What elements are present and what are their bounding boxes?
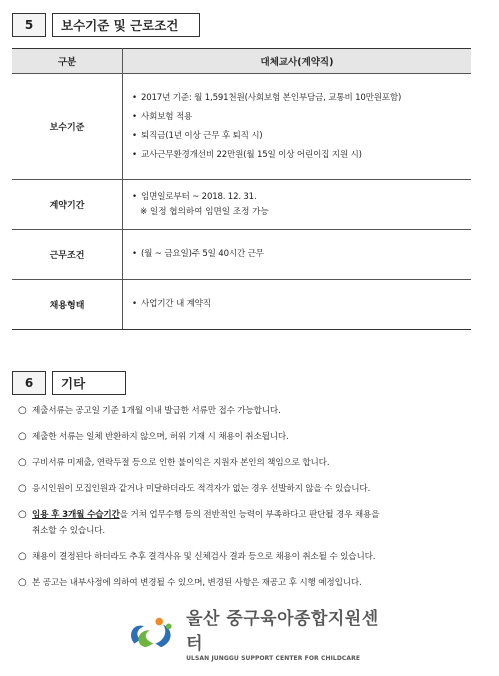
bullet-icon: • (132, 249, 137, 259)
list-item: ○ 채용이 결정된다 하더라도 추후 결격사유 및 신체검사 결과 등으로 채용이 취소될 수 있습니다. (18, 549, 490, 565)
bullet-icon: • (132, 111, 137, 122)
row-label-working-conditions: 근무조건 (12, 230, 123, 280)
row-content-employment-type (123, 280, 472, 330)
probation-highlight: 3개월 수습기간 (62, 510, 120, 520)
bullet-icon: • (132, 191, 137, 202)
table-row (12, 74, 471, 180)
section-5-number: 5 (12, 13, 46, 37)
list-item: ○ 구비서류 미제출, 연락두절 등으로 인한 불이익은 지원자 본인의 책임으로 합니다. (18, 455, 490, 471)
list-item: • 퇴직금(1년 이상 근무 후 퇴직 시) (132, 127, 470, 146)
table-row (12, 280, 471, 330)
row-content-contract-period (123, 180, 472, 230)
list-item: • 2017년 기준: 월 1,591천원(사회보험 본인부담금, 교통비 10만원포함) (132, 89, 470, 108)
header-category: 구분 (12, 49, 123, 74)
row-content-salary (123, 74, 472, 180)
circle-bullet-icon: ○ (18, 551, 27, 562)
section-5-heading (12, 13, 200, 37)
circle-bullet-icon: ○ (18, 483, 27, 494)
table-row (12, 180, 471, 230)
bullet-icon: • (132, 149, 137, 160)
circle-bullet-icon: ○ (18, 405, 27, 416)
row-label-contract-period: 계약기간 (12, 180, 123, 230)
list-item: • (월 ~ 금요일)주 5일 40시간 근무 (132, 245, 470, 264)
list-item: ○ 임용 후 3개월 수습기간을 거쳐 업무수행 등의 전반적인 능력이 부족하다고 판단될 경우 채용을 취소할 수 있습니다. (18, 509, 380, 536)
bullet-icon: • (132, 130, 137, 141)
list-item: ○ 제출한 서류는 일체 반환하지 않으며, 허위 기재 시 채용이 취소됩니다. (18, 429, 490, 445)
list-item: • 사회보험 적용 (132, 108, 470, 127)
table-row (12, 230, 471, 280)
list-item: ○ 본 공고는 내부사정에 의하여 변경될 수 있으며, 변경된 사항은 재공고 후 시행 예정입니다. (18, 575, 490, 591)
circle-bullet-icon: ○ (18, 431, 27, 442)
section-6-heading (12, 371, 126, 395)
list-item: ○ 제출서류는 공고일 기준 1개월 이내 발급한 서류만 접수 가능합니다. (18, 403, 490, 419)
bullet-icon: • (132, 299, 137, 309)
row-content-working-conditions (123, 230, 472, 280)
bullet-icon: • (132, 92, 137, 103)
circle-bullet-icon: ○ (18, 509, 27, 520)
list-item: • 임면일로부터 ~ 2018. 12. 31. (132, 190, 470, 205)
header-position: 대체교사(계약직) (123, 49, 472, 74)
center-subtitle: ULSAN JUNGGU SUPPORT CENTER FOR CHILDCARE (186, 655, 361, 662)
section-6-number: 6 (12, 371, 46, 395)
section-6-title: 기타 (52, 371, 126, 395)
circle-bullet-icon: ○ (18, 457, 27, 468)
list-item: • 사업기간 내 계약직 (132, 295, 470, 314)
contract-note: ※ 일정 협의하여 임면일 조정 가능 (140, 206, 269, 217)
notice-list (18, 403, 490, 601)
list-item: ○ 응시인원이 모집인원과 같거나 미달하더라도 적격자가 없는 경우 선발하지 않을 수 있습니다. (18, 481, 490, 497)
childcare-center-logo-icon (125, 614, 180, 652)
section-5-title: 보수기준 및 근로조건 (52, 13, 200, 37)
employment-conditions-table (12, 48, 471, 330)
center-logo (125, 609, 385, 662)
list-item: • 교사근무환경개선비 22만원(월 15일 이상 어린이집 지원 시) (132, 146, 470, 165)
row-label-salary: 보수기준 (12, 74, 123, 180)
circle-bullet-icon: ○ (18, 577, 27, 588)
center-name: 울산 중구육아종합지원센터 (186, 609, 379, 654)
table-header-row (12, 49, 471, 74)
row-label-employment-type: 채용형태 (12, 280, 123, 330)
